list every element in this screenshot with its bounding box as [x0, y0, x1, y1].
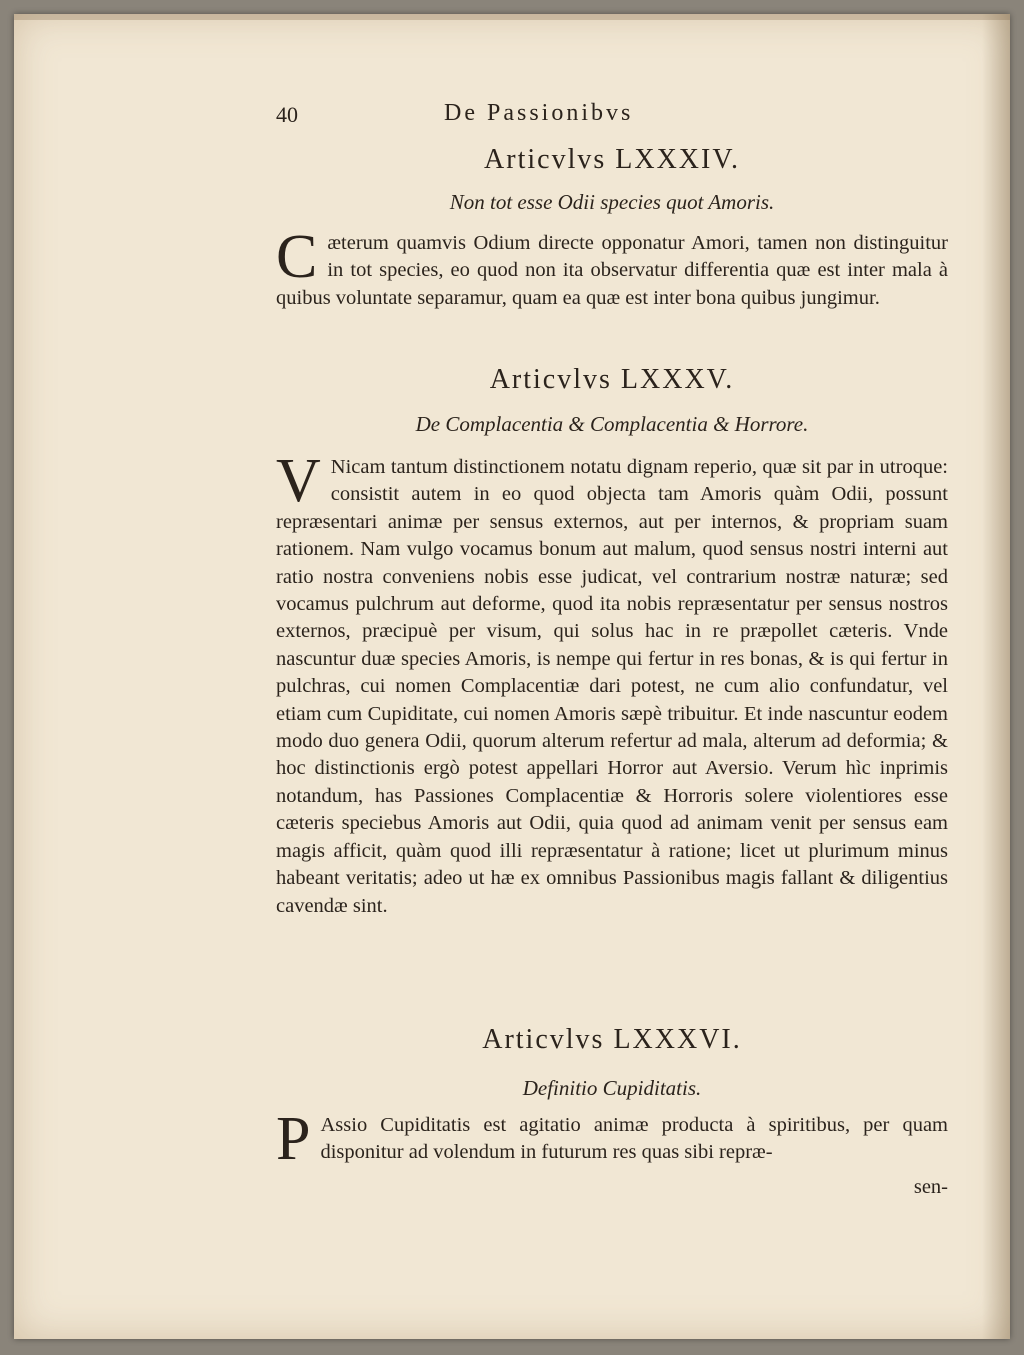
book-page: [14, 14, 1010, 1339]
article-paragraph: [276, 223, 948, 312]
article-heading: Articvlvs LXXXVI.: [482, 1024, 742, 1055]
catchword: sen-: [913, 1176, 948, 1198]
article-heading: Articvlvs LXXXV.: [489, 364, 735, 395]
running-head: [276, 90, 948, 130]
article-heading: Articvlvs LXXXIV.: [484, 144, 740, 175]
paragraph-text: Assio Cupiditatis est agitatio animæ producta à spiritibus, per quam disponitur ad volendum in futurum res quas sibi repræ-: [320, 1114, 948, 1164]
running-title: De Passionibvs: [444, 100, 634, 126]
article-paragraph: [276, 1105, 948, 1173]
article-subtitle: Non tot esse Odii species quot Amoris.: [449, 190, 775, 214]
article-subtitle: De Complacentia & Complacentia & Horrore.: [415, 412, 809, 436]
drop-cap: V: [276, 447, 321, 515]
drop-cap: C: [276, 223, 318, 291]
paragraph-text: æterum quamvis Odium directe opponatur Amori, tamen non distinguitur in tot species, eo quod non ita observatur differentia quæ est inter mala à quibus voluntate separamur, quam ea quæ est inter bona quibus jungimur.: [276, 232, 948, 309]
article-subtitle: Definitio Cupiditatis.: [522, 1076, 702, 1100]
binding-shadow: [982, 14, 1010, 1339]
page-edge: [14, 14, 1010, 20]
article-paragraph: [276, 447, 948, 920]
drop-cap: P: [276, 1105, 311, 1173]
page-number: 40: [276, 102, 298, 127]
paragraph-text: Nicam tantum distinctionem notatu dignam reperio, quæ sit par in utroque: consistit autem in eo quod objecta tam Amoris quàm Odii, possunt repræsentari animæ per sensus externos, aut per internos, & propriam suam rationem. Nam vulgo vocamus bonum aut malum, quod sensus nostri interni aut ratio nostra conveniens nobis esse judicat, vel contrarium nostræ naturæ; sed vocamus pulchrum aut deforme, quod ita nobis repræsentatur per sensus nostros externos, præcipuè per visum, qui solus hac in re præpollet cæteris. Vnde nascuntur duæ species Amoris, is nempe qui fertur in res bonas, & is qui fertur in pulchras, cui nomen Complacentiæ dari potest, ne cum alio confundatur, vel etiam cum Cupiditate, cui nomen Amoris sæpè tribuitur. Et inde nascuntur eodem modo duo genera Odii, quorum alterum refertur ad mala, alterum ad deformia; & hoc distinctionis ergò potest appellari Horror aut Aversio. Verum hìc inprimis notandum, has Passiones Complacentiæ & Horroris solere violentiores esse cæteris speciebus Amoris aut Odii, quia quod ad animam venit per sensus eam magis afficit, quàm quod illi repræsentatur à ratione; licet ut plurimum minus habeant veritatis; adeo ut hæ ex omnibus Passionibus magis fallant & diligentius cavendæ sint.: [276, 456, 948, 917]
